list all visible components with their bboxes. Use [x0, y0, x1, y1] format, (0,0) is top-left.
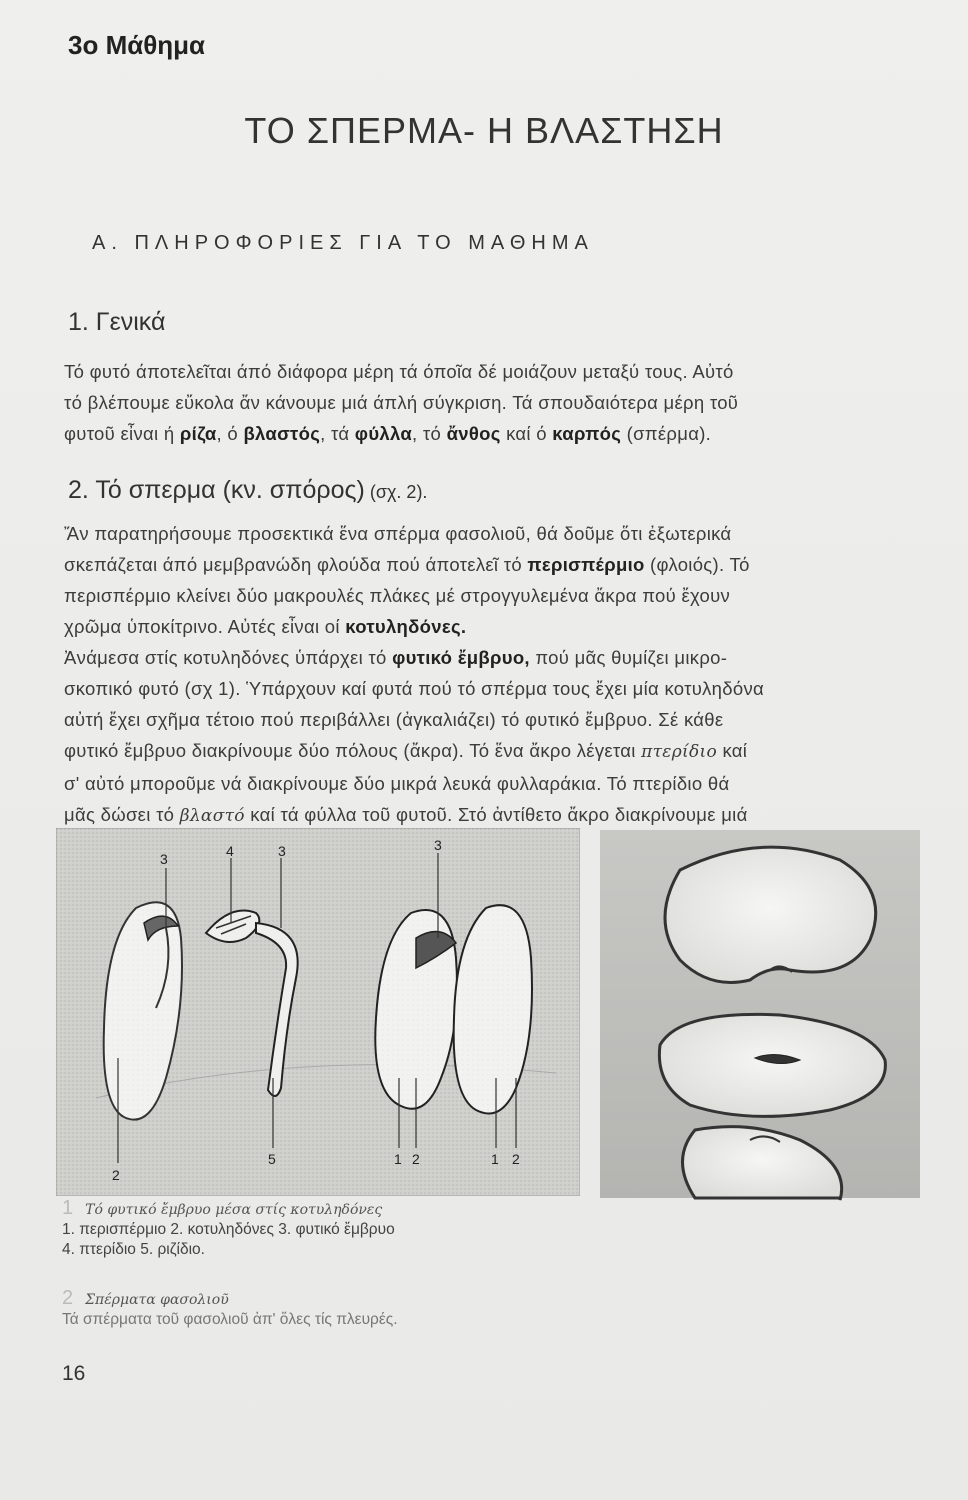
figure1-number: 1 [62, 1197, 74, 1219]
page-title: ΤΟ ΣΠΕΡΜΑ- Η ΒΛΑΣΤΗΣΗ [244, 110, 724, 151]
paragraph-line: μᾶς δώσει τό βλαστό καί τά φύλλα τοῦ φυτοῦ. Στό ἀντίθετο ἄκρο διακρίνουμε μιά [64, 804, 748, 826]
figure-label: 2 [512, 1151, 520, 1167]
figure2-title: Σπέρματα φασολιοῦ [85, 1292, 229, 1308]
figure-label: 4 [226, 843, 234, 859]
term-stem: βλαστός [243, 423, 321, 444]
subheading-general: 1. Γενικά [68, 308, 166, 336]
figure-bean-seeds [600, 830, 920, 1310]
term-cotyledons: κοτυληδόνες. [345, 616, 467, 637]
term-perisperm: περισπέρμιο [527, 554, 645, 575]
paragraph-line: Ἀνάμεσα στίς κοτυληδόνες ὑπάρχει τό φυτικό ἔμβρυο, πού μᾶς θυμίζει μικρο- [64, 647, 728, 668]
figure-label: 3 [160, 851, 168, 867]
paragraph-seed [64, 518, 926, 832]
figure1-caption [62, 1198, 395, 1260]
term-fruit: καρπός [552, 423, 622, 444]
paragraph-line: χρῶμα ὑποκίτρινο. Αὐτές εἶναι οί κοτυληδόνες. [64, 616, 467, 637]
page-number: 16 [62, 1362, 86, 1385]
term-root: ρίζα [179, 423, 217, 444]
paragraph-line: σκεπάζεται άπό μεμβρανώδη φλούδα πού άποτελεῖ τό περισπέρμιο (φλοιός). Τό [64, 554, 750, 575]
figure-label: 3 [434, 837, 442, 853]
term-leaves: φύλλα [354, 423, 413, 444]
figure1-legend-line: 1. περισπέρμιο 2. κοτυληδόνες 3. φυτικό ἔμβρυο [62, 1221, 395, 1238]
paragraph-line: φυτοῦ εἶναι ή ρίζα, ό βλαστός, τά φύλλα, τό ἄνθος καί ό καρπός (σπέρμα). [64, 423, 712, 444]
paragraph-general [64, 356, 926, 449]
paragraph-line: φυτικό ἔμβρυο διακρίνουμε δύο πόλους (ἄκρα). Τό ἕνα ἄκρο λέγεται πτερίδιο καί [64, 740, 748, 762]
figure2-caption [62, 1288, 398, 1330]
figure-reference: (σχ. 2). [364, 482, 428, 502]
figure-label: 2 [412, 1151, 420, 1167]
figure2-number: 2 [62, 1287, 74, 1309]
figure-label: 5 [268, 1151, 276, 1167]
figure-label: 1 [491, 1151, 499, 1167]
figure1-legend-line: 4. πτερίδιο 5. ριζίδιο. [62, 1241, 205, 1258]
paragraph-line: περισπέρμιο κλείνει δύο μακρουλές πλάκες μέ στρογγυλεμένα ἄκρα πού ἔχουν [64, 585, 731, 606]
figure2-legend-line: Τά σπέρματα τοῦ φασολιοῦ ἀπ' ὅλες τίς πλευρές. [62, 1311, 398, 1328]
figure-label: 3 [278, 843, 286, 859]
paragraph-line: σ' αὐτό μποροῦμε νά διακρίνουμε δύο μικρά λευκά φυλλαράκια. Τό πτερίδιο θά [64, 773, 730, 794]
paragraph-line: σκοπικό φυτό (σχ 1). Ὑπάρχουν καί φυτά πού τό σπέρμα τους ἔχει μία κοτυληδόνα [64, 678, 764, 699]
subheading-seed: 2. Τό σπερμα (κν. σπόρος) (σχ. 2). [68, 476, 428, 504]
section-heading: Α. ΠΛΗΡΟΦΟΡΙΕΣ ΓΙΑ ΤΟ ΜΑΘΗΜΑ [92, 232, 594, 254]
figure-label: 1 [394, 1151, 402, 1167]
term-flower: ἄνθος [446, 423, 501, 444]
figure1-title: Τό φυτικό ἔμβρυο μέσα στίς κοτυληδόνες [85, 1202, 383, 1218]
paragraph-line: τό βλέπουμε εὔκολα ἄν κάνουμε μιά άπλή σύγκριση. Τά σπουδαιότερα μέρη τοῦ [64, 392, 739, 413]
bean-side-view [665, 847, 876, 982]
term-embryo: φυτικό ἔμβρυο, [392, 647, 530, 668]
term-plumule: πτερίδιο [641, 742, 718, 762]
term-stem-italic: βλαστό [179, 806, 245, 826]
paragraph-line: Ἄν παρατηρήσουμε προσεκτικά ἕνα σπέρμα φασολιοῦ, θά δοῦμε ὅτι ἐξωτερικά [64, 523, 732, 544]
paragraph-line: Τό φυτό άποτελεῖται άπό διάφορα μέρη τά όποῖα δέ μοιάζουν μεταξύ τους. Αὐτό [64, 361, 734, 382]
paragraph-line: αὐτή ἔχει σχῆμα τέτοιο πού περιβάλλει (ἀγκαλιάζει) τό φυτικό ἔμβρυο. Σέ κάθε [64, 709, 724, 730]
lesson-label: 3ο Μάθημα [68, 30, 206, 60]
figure-embryo-illustration [56, 828, 580, 1196]
figure-label: 2 [112, 1167, 120, 1183]
